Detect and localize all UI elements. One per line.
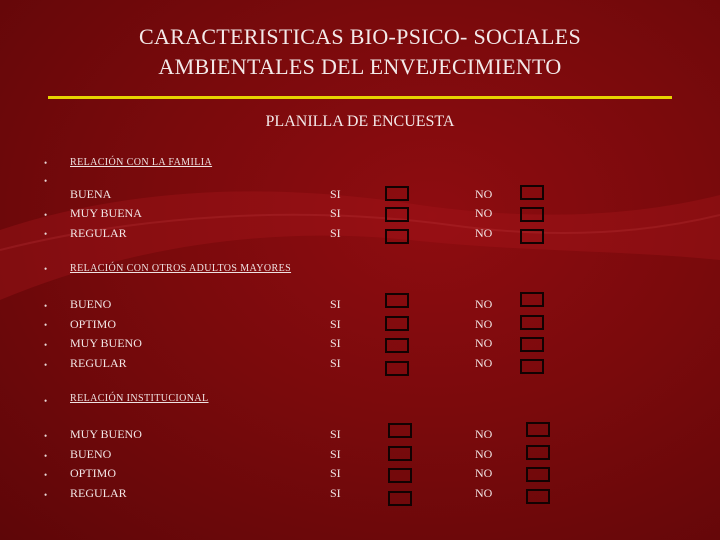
si-checkbox[interactable] [385,316,409,331]
no-checkbox[interactable] [520,359,544,374]
si-checkbox[interactable] [388,446,412,461]
subtitle: PLANILLA DE ENCUESTA [265,113,455,130]
bullet: • [44,451,48,461]
option-label: BUENO [70,297,112,311]
si-label: SI [330,486,341,500]
option-label: REGULAR [70,486,127,500]
option-label: REGULAR [70,356,127,370]
no-checkbox[interactable] [526,445,550,460]
no-label: NO [475,427,493,441]
option-label: MUY BUENA [70,206,142,220]
si-label: SI [330,187,341,201]
bullet: • [44,396,48,406]
si-label: SI [330,336,341,350]
option-label: MUY BUENO [70,336,142,350]
si-label: SI [330,206,341,220]
no-checkbox[interactable] [520,292,544,307]
si-checkbox[interactable] [385,207,409,222]
no-label: NO [475,226,493,240]
option-label: OPTIMO [70,317,117,331]
bullet: • [44,210,48,220]
bullet: • [44,264,48,274]
title-divider [48,96,672,99]
no-checkbox[interactable] [520,229,544,244]
si-label: SI [330,427,341,441]
no-checkbox[interactable] [526,422,550,437]
si-checkbox[interactable] [385,293,409,308]
option-label: OPTIMO [70,466,117,480]
no-label: NO [475,486,493,500]
no-checkbox[interactable] [520,185,544,200]
si-checkbox[interactable] [385,186,409,201]
bullet: • [44,229,48,239]
si-label: SI [330,317,341,331]
bullet: • [44,340,48,350]
title-line-1: CARACTERISTICAS BIO-PSICO- SOCIALES [139,24,581,49]
option-label: BUENO [70,447,112,461]
si-checkbox[interactable] [388,423,412,438]
si-label: SI [330,447,341,461]
bullet: • [44,431,48,441]
no-checkbox[interactable] [520,337,544,352]
no-label: NO [475,317,493,331]
section-heading-adultos-mayores: RELACIÓN CON OTROS ADULTOS MAYORES [70,263,292,274]
section-heading-familia: RELACIÓN CON LA FAMILIA [70,157,213,168]
si-label: SI [330,356,341,370]
option-label: MUY BUENO [70,427,142,441]
no-label: NO [475,356,493,370]
no-label: NO [475,206,493,220]
no-label: NO [475,466,493,480]
si-label: SI [330,297,341,311]
bullet: • [44,176,48,186]
section-heading-institucional: RELACIÓN INSTITUCIONAL [70,393,209,404]
bullet: • [44,301,48,311]
no-checkbox[interactable] [520,207,544,222]
bullet: • [44,360,48,370]
si-checkbox[interactable] [385,229,409,244]
bullet: • [44,158,48,168]
bullet: • [44,490,48,500]
bullet: • [44,320,48,330]
no-checkbox[interactable] [526,489,550,504]
no-label: NO [475,297,493,311]
no-label: NO [475,447,493,461]
option-label: BUENA [70,187,112,201]
si-checkbox[interactable] [388,468,412,483]
si-checkbox[interactable] [385,338,409,353]
si-label: SI [330,466,341,480]
bullet: • [44,470,48,480]
si-checkbox[interactable] [388,491,412,506]
no-checkbox[interactable] [520,315,544,330]
si-label: SI [330,226,341,240]
si-checkbox[interactable] [385,361,409,376]
option-label: REGULAR [70,226,127,240]
no-label: NO [475,187,493,201]
title-line-2: AMBIENTALES DEL ENVEJECIMIENTO [158,54,562,79]
no-checkbox[interactable] [526,467,550,482]
no-label: NO [475,336,493,350]
